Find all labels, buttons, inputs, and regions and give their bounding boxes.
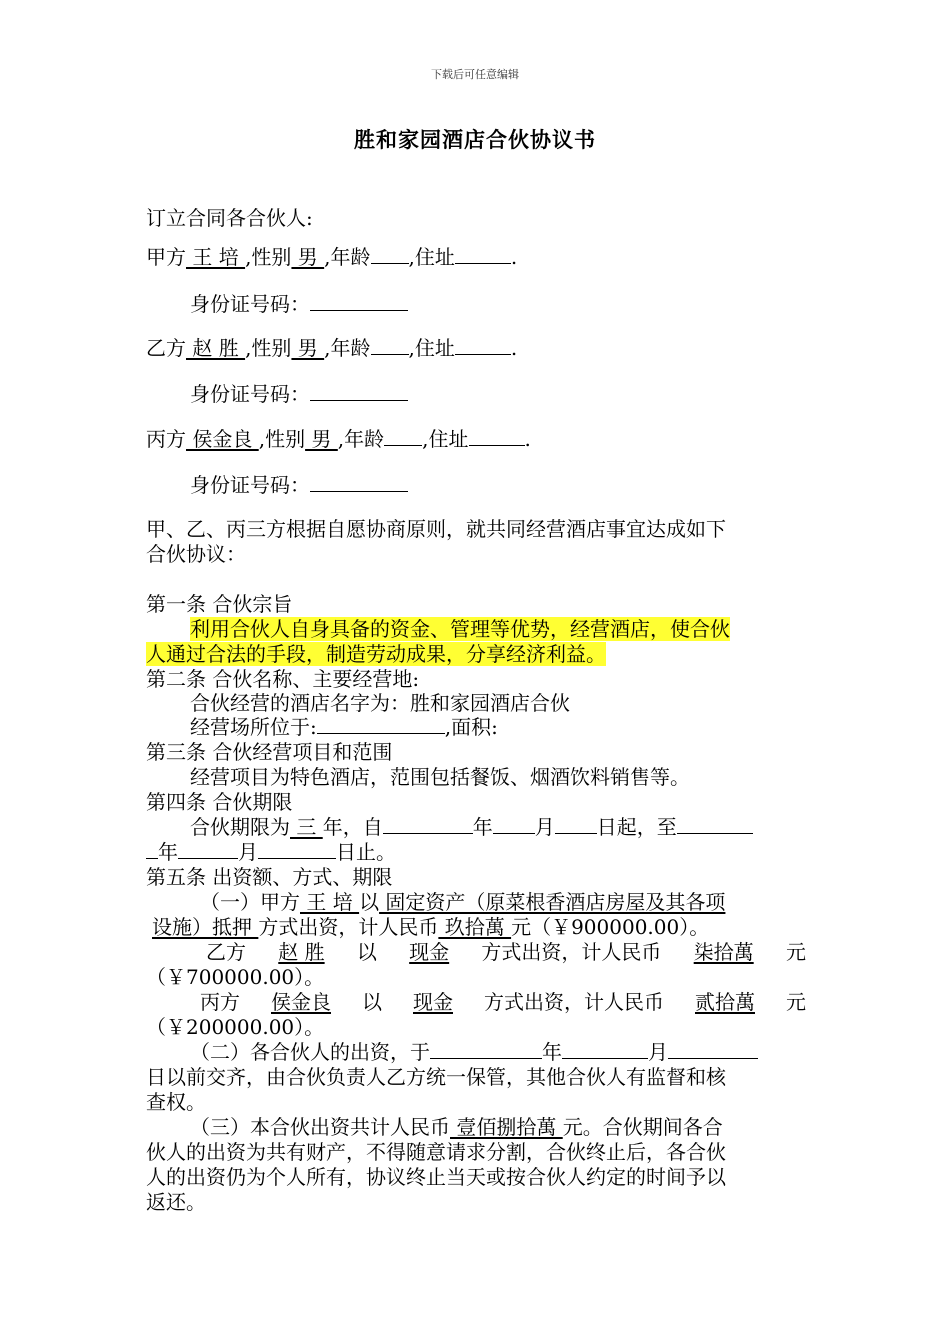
party-b-gender: 男 xyxy=(291,336,325,360)
start-year-blank[interactable] xyxy=(383,815,473,834)
contribution-c-line-2: （￥200000.00）。 xyxy=(146,1015,325,1039)
preamble-line-2: 合伙协议： xyxy=(146,542,246,566)
end-day-blank[interactable] xyxy=(258,840,336,859)
party-b-id-line: 身份证号码： xyxy=(190,382,408,406)
party-b-name: 赵 胜 xyxy=(186,336,246,360)
total-line-1: （三）本合伙出资共计人民币 壹佰捌拾萬 元。合伙期间各合 xyxy=(190,1115,723,1139)
deadline-year-blank[interactable] xyxy=(430,1040,542,1059)
party-c-line: 丙方 侯金良 ,性别 男 ,年龄 ,住址 . xyxy=(146,427,531,451)
article-3-line: 经营项目为特色酒店，范围包括餐饭、烟酒饮料销售等。 xyxy=(190,765,690,789)
start-day-blank[interactable] xyxy=(555,815,597,834)
address-blank[interactable] xyxy=(455,336,511,355)
deadline-month-blank[interactable] xyxy=(562,1040,648,1059)
article-1-heading: 第一条 合伙宗旨 xyxy=(146,592,293,616)
total-line-4: 返还。 xyxy=(146,1190,206,1214)
party-a-name: 王 培 xyxy=(186,245,246,269)
party-c-id-line: 身份证号码： xyxy=(190,473,408,497)
article-1-line-1 xyxy=(190,617,730,641)
deadline-line-2: 日以前交齐，由合伙负责人乙方统一保管，其他合伙人有监督和核 xyxy=(146,1065,726,1089)
party-a-line: 甲方 王 培 ,性别 男 ,年龄 ,住址 . xyxy=(146,245,518,269)
article-3-heading: 第三条 合伙经营项目和范围 xyxy=(146,740,393,764)
id-number-blank[interactable] xyxy=(310,473,408,492)
contribution-a-line-2: 设施）抵押 方式出资，计人民币 玖拾萬 元（￥900000.00）。 xyxy=(152,915,710,939)
contribution-c-line-1: 丙方 侯金良 以 现金 方式出资，计人民币 贰拾萬 元 xyxy=(200,990,806,1014)
end-month-blank[interactable] xyxy=(178,840,238,859)
party-a-gender: 男 xyxy=(291,245,325,269)
party-b-line: 乙方 赵 胜 ,性别 男 ,年龄 ,住址 . xyxy=(146,336,518,360)
total-line-3: 人的出资仍为个人所有，协议终止当天或按合伙人约定的时间予以 xyxy=(146,1165,726,1189)
place-blank[interactable] xyxy=(317,715,445,734)
hotel-name-line: 合伙经营的酒店名字为：胜和家园酒店合伙 xyxy=(190,691,570,715)
article-1-line-2 xyxy=(146,642,606,666)
total-line-2: 伙人的出资为共有财产，不得随意请求分割，合伙终止后，各合伙 xyxy=(146,1140,726,1164)
term-line-1: 合伙期限为 三 年，自 年 月 日起，至 xyxy=(190,815,753,839)
document-title: 胜和家园酒店合伙协议书 xyxy=(354,127,596,152)
article-4-heading: 第四条 合伙期限 xyxy=(146,790,293,814)
age-blank[interactable] xyxy=(371,245,409,264)
id-number-blank[interactable] xyxy=(310,292,408,311)
party-a-id-line: 身份证号码： xyxy=(190,292,408,316)
address-blank[interactable] xyxy=(455,245,511,264)
party-c-gender: 男 xyxy=(305,427,338,451)
total-amount: 壹佰捌拾萬 xyxy=(450,1115,563,1139)
contribution-a-line-1: （一）甲方 王 培 以 固定资产（原菜根香酒店房屋及其各项 xyxy=(200,890,726,914)
start-month-blank[interactable] xyxy=(493,815,535,834)
end-year-blank[interactable] xyxy=(677,815,753,834)
deadline-line-3: 查权。 xyxy=(146,1090,206,1114)
deadline-day-blank[interactable] xyxy=(668,1040,758,1059)
address-blank[interactable] xyxy=(469,427,525,446)
highlighted-text: 人通过合法的手段，制造劳动成果，分享经济利益。 xyxy=(146,642,606,666)
id-number-blank[interactable] xyxy=(310,382,408,401)
preamble-line-1: 甲、乙、丙三方根据自愿协商原则，就共同经营酒店事宜达成如下 xyxy=(146,517,726,541)
age-blank[interactable] xyxy=(371,336,409,355)
term-line-2: 年 月 日止。 xyxy=(146,840,396,864)
age-blank[interactable] xyxy=(384,427,422,446)
term-years: 三 xyxy=(290,815,323,839)
header-note: 下载后可任意编辑 xyxy=(431,68,519,81)
article-5-heading: 第五条 出资额、方式、期限 xyxy=(146,865,393,889)
place-line: 经营场所位于: ,面积: xyxy=(190,715,498,739)
highlighted-text: 利用合伙人自身具备的资金、管理等优势，经营酒店，使合伙 xyxy=(190,617,730,641)
contribution-b-line-1: 乙方 赵 胜 以 现金 方式出资，计人民币 柒拾萬 元 xyxy=(206,940,806,964)
party-c-name: 侯金良 xyxy=(186,427,259,451)
intro-line: 订立合同各合伙人: xyxy=(146,206,313,230)
article-2-heading: 第二条 合伙名称、主要经营地: xyxy=(146,667,420,691)
contribution-b-line-2: （￥700000.00）。 xyxy=(146,965,325,989)
deadline-line-1: （二）各合伙人的出资，于 年 月 xyxy=(190,1040,758,1064)
